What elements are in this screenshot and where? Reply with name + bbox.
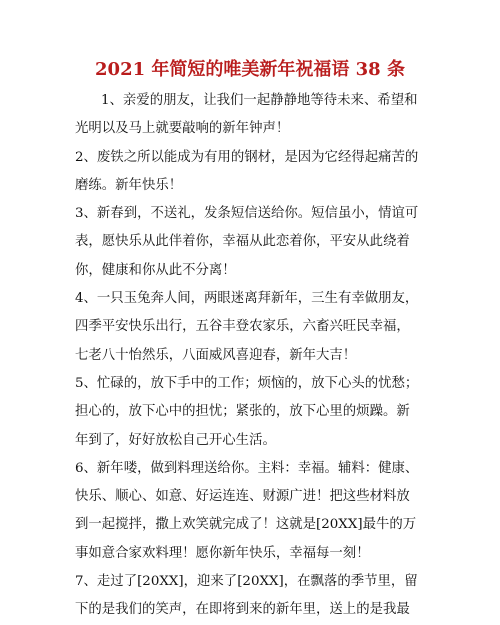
text-line: 年到了，好好放松自己开心生活。 — [75, 432, 276, 448]
text-line: 担心的，放下心中的担忧；紧张的，放下心里的烦躁。新 — [75, 404, 410, 420]
text-line: 事如意合家欢料理！愿你新年快乐，幸福每一刻！ — [75, 545, 370, 561]
text-line: 5、忙碌的，放下手中的工作；烦恼的，放下心头的忧愁； — [75, 375, 419, 391]
document-body — [75, 87, 421, 625]
text-line: 光明以及马上就要敲响的新年钟声！ — [75, 121, 290, 137]
text-line: 1、亲爱的朋友，让我们一起静静地等待未来、希望和 — [101, 93, 418, 108]
text-line: 你，健康和你从此不分离！ — [75, 262, 236, 278]
text-line: 7、走过了[20XX]，迎来了[20XX]，在飘落的季节里，留 — [75, 574, 418, 590]
text-line: 4、一只玉兔奔人间，两眼迷离拜新年，三生有幸做朋友， — [75, 291, 419, 307]
text-line: 2、废铁之所以能成为有用的钢材，是因为它经得起痛苦的 — [75, 149, 419, 165]
text-line: 到一起搅拌，撒上欢笑就完成了！这就是[20XX]最牛的万 — [75, 517, 417, 533]
document-title: 2021 年简短的唯美新年祝福语 38 条 — [95, 59, 405, 80]
text-line: 表，愿快乐从此伴着你，幸福从此恋着你，平安从此绕着 — [75, 234, 410, 250]
text-line: 七老八十怡然乐，八面威风喜迎春，新年大吉！ — [75, 347, 357, 363]
text-line: 快乐、顺心、如意、好运连连、财源广进！把这些材料放 — [75, 489, 410, 505]
text-line: 6、新年喽，做到料理送给你。主料：幸福。辅料：健康、 — [75, 460, 419, 476]
text-line: 磨练。新年快乐！ — [75, 177, 183, 193]
text-line: 3、新春到，不送礼，发条短信送给你。短信虽小，情谊可 — [75, 206, 419, 222]
text-line: 下的是我们的笑声，在即将到来的新年里，送上的是我最 — [75, 602, 410, 618]
text-line: 四季平安快乐出行，五谷丰登农家乐，六畜兴旺民幸福， — [75, 319, 410, 335]
